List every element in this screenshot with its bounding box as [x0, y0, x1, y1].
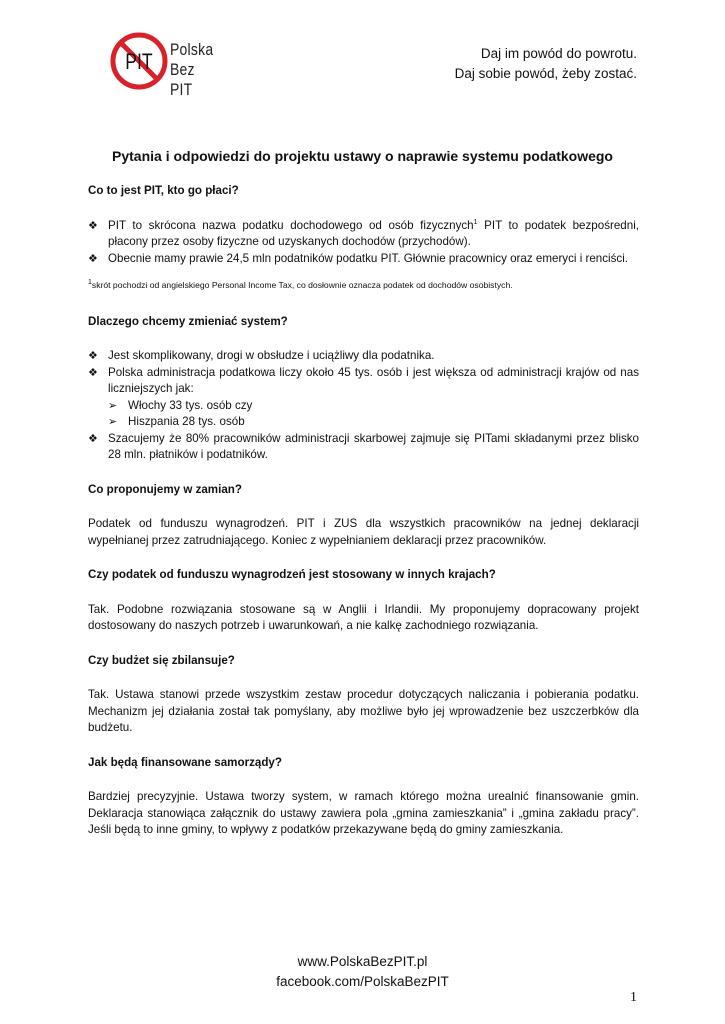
- answer-paragraph: Tak. Ustawa stanowi przede wszystkim zestaw procedur dotyczących naliczania i pobierania podatku. Mechanizm jej działania został tak pomyślany, aby możliwe było jej wprowadzenie bez uszczerbków dla budżetu.: [88, 688, 639, 734]
- answer-paragraph: Tak. Podobne rozwiązania stosowane są w Anglii i Irlandii. My proponujemy dopracowany projekt dostosowany do naszych potrzeb i uwarunkowań, a nie kalkę zachodniego rozwiązania.: [88, 602, 639, 632]
- footer: [0, 952, 725, 992]
- question-heading: Co to jest PIT, kto go płaci?: [88, 184, 239, 197]
- question-heading: Czy budżet się zbilansuje?: [88, 653, 235, 667]
- list-item: [88, 251, 639, 268]
- sub-list-item-text: Włochy 33 tys. osób czy: [128, 398, 253, 412]
- footnote-ref: 1: [473, 218, 478, 226]
- list-item: [88, 365, 639, 431]
- website-link[interactable]: www.PolskaBezPIT.pl: [297, 954, 428, 969]
- question-heading: Co proponujemy w zamian?: [88, 482, 242, 496]
- bullet-icon: ❖: [88, 350, 98, 362]
- bullet-list: [88, 218, 639, 268]
- arrow-bullet-icon: ➢: [108, 416, 118, 428]
- bullet-icon: ❖: [88, 432, 98, 445]
- logo-line-1: Polska: [170, 40, 214, 59]
- logo-text: [170, 40, 218, 100]
- list-item-text: Szacujemy że 80% pracowników administracji skarbowej zajmuje się PITami składanymi przez blisko 28 mln. płatników i podatników.: [108, 431, 639, 461]
- question-heading: Czy podatek od funduszu wynagrodzeń jest stosowany w innych krajach?: [88, 568, 496, 581]
- sub-list-item: [108, 398, 639, 415]
- document-title: Pytania i odpowiedzi do projektu ustawy o naprawie systemu podatkowego: [112, 148, 613, 164]
- footnote-text: skrót pochodzi od angielskiego Personal Income Tax, co dosłownie oznacza podatek od dochodów osobistych.: [91, 280, 513, 290]
- list-item: [88, 348, 639, 365]
- footnote: [88, 277, 639, 294]
- answer-paragraph: Podatek od funduszu wynagrodzeń. PIT i ZUS dla wszystkich pracowników na jednej deklaracji wypełnianej przez zatrudniającego. Koniec z wypełnianiem deklaracji przez pracowników.: [88, 517, 639, 547]
- no-pit-icon: [108, 30, 170, 92]
- list-item-text: Polska administracja podatkowa liczy około 45 tys. osób i jest większa od administracji krajów od nas liczniejszych jak:: [108, 365, 639, 395]
- question-heading: Dlaczego chcemy zmieniać system?: [88, 314, 288, 328]
- logo: [108, 30, 228, 99]
- question-heading: Jak będą finansowane samorządy?: [88, 755, 282, 769]
- sub-list: [108, 398, 639, 431]
- list-item-text: PIT to skrócona nazwa podatku dochodowego od osób fizycznych: [108, 218, 474, 232]
- bullet-list: [88, 348, 639, 464]
- slogan: [455, 44, 637, 84]
- list-item-text: Jest skomplikowany, drogi w obsłudze i uciążliwy dla podatnika.: [108, 349, 435, 362]
- answer-paragraph: Bardziej precyzyjnie. Ustawa tworzy system, w ramach którego można urealnić finansowanie gmin. Deklaracja stanowiąca załącznik do ustawy zawiera pola „gmina zamieszkania” i „gmina zakładu pracy”. Jeśli będą to inne gminy, to wpływy z podatków przekazywane będą do gminy zamieszkania.: [88, 790, 639, 836]
- list-item: [88, 431, 639, 464]
- slogan-line-1: Daj im powód do powrotu.: [480, 46, 637, 61]
- slogan-line-2: Daj sobie powód, żeby zostać.: [454, 66, 637, 81]
- sub-list-item-text: Hiszpania 28 tys. osób: [128, 415, 245, 428]
- bullet-icon: ❖: [88, 219, 98, 232]
- document-body: [88, 183, 639, 857]
- list-item: [88, 218, 639, 251]
- facebook-link[interactable]: facebook.com/PolskaBezPIT: [276, 974, 449, 989]
- bullet-icon: ❖: [88, 252, 98, 265]
- logo-mark-text: PIT: [125, 50, 153, 75]
- page-number: 1: [630, 990, 637, 1005]
- sub-list-item: [108, 414, 639, 431]
- footnote-number: 1: [88, 279, 92, 287]
- arrow-bullet-icon: ➢: [108, 399, 118, 412]
- list-item-text: PIT to podatek bezpośredni, płacony przez osoby fizyczne od uzyskanych dochodów (przychodów).: [108, 218, 639, 248]
- bullet-icon: ❖: [88, 366, 98, 379]
- logo-line-2: Bez PIT: [170, 60, 195, 99]
- list-item-text: Obecnie mamy prawie 24,5 mln podatników podatku PIT. Głównie pracownicy oraz emeryci i renciści.: [108, 251, 629, 265]
